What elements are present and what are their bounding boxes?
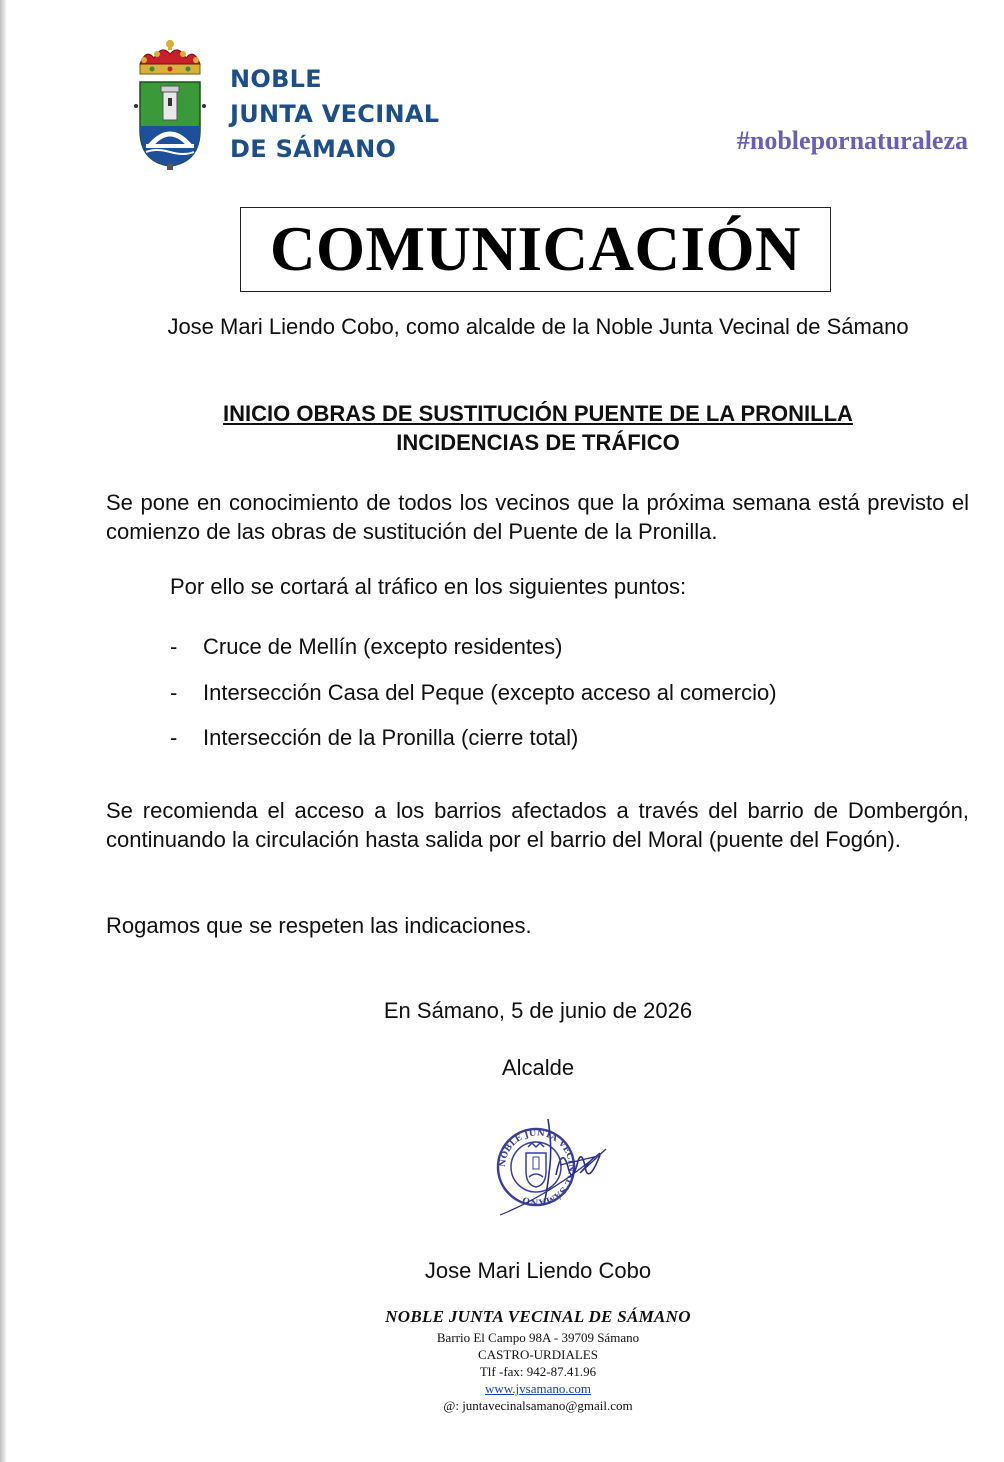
document-title-box xyxy=(240,207,831,292)
org-name-line-1: NOBLE xyxy=(230,65,322,93)
org-name-line-2: JUNTA VECINAL xyxy=(230,100,440,128)
svg-text:NOBLE JUNTA VECINAL SÁMANO: NOBLE JUNTA VECINAL SÁMANO xyxy=(497,1128,577,1207)
footer-city: CASTRO-URDIALES xyxy=(478,1347,598,1362)
paragraph-announcement: Se pone en conocimiento de todos los vecinos que la próxima semana está previsto el comienzo de las obras de sustitución del Puente de la Pronilla. xyxy=(106,490,969,544)
list-item-text: Intersección de la Pronilla (cierre total) xyxy=(203,725,579,750)
list-item xyxy=(170,676,777,722)
footer-email: @: juntavecinalsamano@gmail.com xyxy=(443,1398,633,1413)
organization-name xyxy=(230,62,439,167)
org-name-line-3: DE SÁMANO xyxy=(230,135,397,163)
footer-org-name: NOBLE JUNTA VECINAL DE SÁMANO xyxy=(385,1307,691,1326)
bullet-dash: - xyxy=(170,634,178,659)
list-item-text: Cruce de Mellín (excepto residentes) xyxy=(203,634,563,659)
paragraph-closures-lead: Por ello se cortará al tráfico en los siguientes puntos: xyxy=(170,574,687,599)
bullet-dash: - xyxy=(170,725,178,750)
paragraph-request: Rogamos que se respeten las indicaciones. xyxy=(106,913,532,938)
footer-contact-block xyxy=(0,1305,1004,1414)
official-seal-signature xyxy=(460,1105,620,1225)
heading-works: INICIO OBRAS DE SUSTITUCIÓN PUENTE DE LA PRONILLA xyxy=(223,401,853,426)
footer-website-link[interactable]: www.jvsamano.com xyxy=(484,1381,592,1396)
footer-phone: Tlf -fax: 942-87.41.96 xyxy=(479,1364,597,1379)
heading-traffic: INCIDENCIAS DE TRÁFICO xyxy=(396,430,680,455)
closure-points-list xyxy=(170,630,777,767)
date-line: En Sámano, 5 de junio de 2026 xyxy=(383,998,693,1023)
list-item xyxy=(170,630,777,676)
coat-of-arms-logo xyxy=(132,38,208,170)
document-title: COMUNICACIÓN xyxy=(270,214,801,284)
footer-address: Barrio El Campo 98A - 39709 Sámano xyxy=(436,1330,640,1345)
list-item-text: Intersección Casa del Peque (excepto acceso al comercio) xyxy=(203,679,777,705)
signer-name: Jose Mari Liendo Cobo xyxy=(424,1258,652,1283)
list-item xyxy=(170,721,777,767)
hashtag: #noblepornaturaleza xyxy=(736,126,968,155)
bullet-dash: - xyxy=(170,679,178,705)
intro-line: Jose Mari Liendo Cobo, como alcalde de la Noble Junta Vecinal de Sámano xyxy=(167,314,909,339)
paragraph-recommendation: Se recomienda el acceso a los barrios afectados a través del barrio de Dombergón, continuando la circulación hasta salida por el barrio del Moral (puente del Fogón). xyxy=(106,798,969,852)
page-edge-shadow xyxy=(0,0,6,1462)
signer-role: Alcalde xyxy=(501,1055,575,1080)
